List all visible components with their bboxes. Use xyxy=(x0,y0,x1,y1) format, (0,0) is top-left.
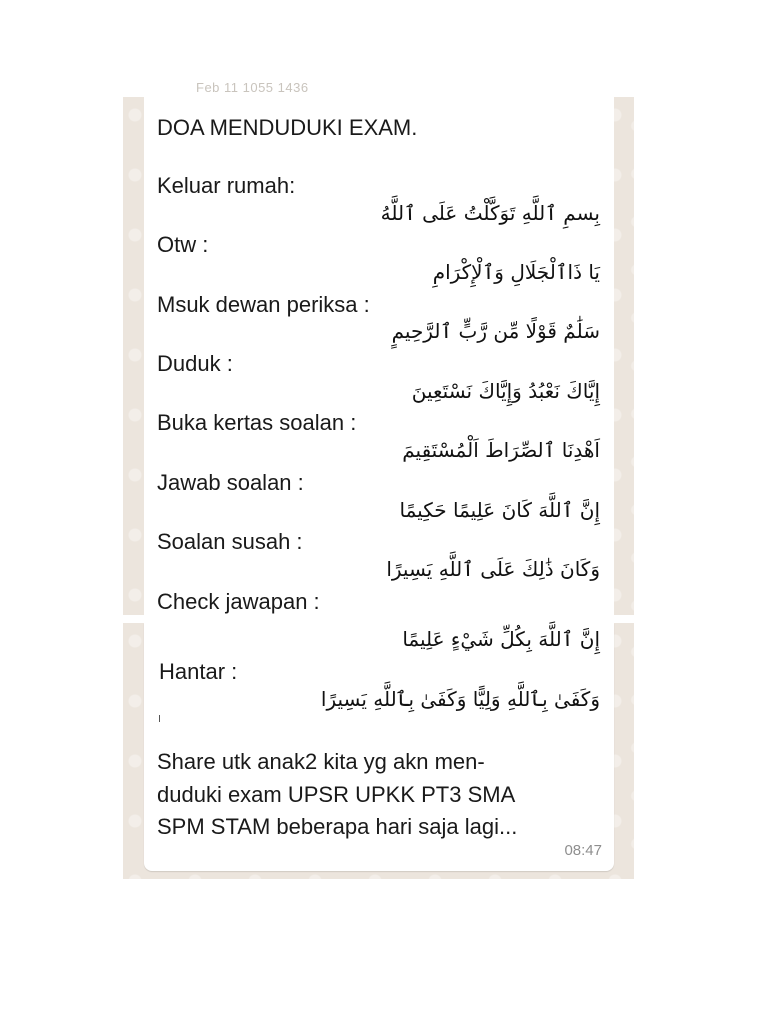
section-arabic-keluar-rumah: بِسمِ ٱللَّهِ تَوَكَّلْتُ عَلَى ٱللَّهُ xyxy=(380,201,600,225)
section-label-otw: Otw : xyxy=(157,232,209,257)
message-timestamp: 08:47 xyxy=(564,842,602,859)
message-title: DOA MENDUDUKI EXAM. xyxy=(157,115,418,140)
section-arabic-msuk-dewan: سَلَٰمٌ قَوْلًا مِّن رَّبٍّ ٱلرَّحِيمٍ xyxy=(391,319,600,343)
section-arabic-soalan-susah: وَكَانَ ذَٰلِكَ عَلَى ٱللَّهِ يَسِيرًا xyxy=(386,557,600,581)
text-cursor-mark xyxy=(159,715,160,722)
section-label-duduk: Duduk : xyxy=(157,351,233,376)
footer-line-2: duduki exam UPSR UPKK PT3 SMA xyxy=(157,782,516,807)
section-arabic-duduk: إِيَّاكَ نَعْبُدُ وَإِيَّاكَ نَسْتَعِينَ xyxy=(411,379,600,403)
section-arabic-buka-kertas: اَهْدِنَا ٱلصِّرَاطَ اَلْمُسْتَقِيمَ xyxy=(402,438,600,462)
faded-header-text: Feb 11 1055 1436 xyxy=(196,80,309,95)
footer-line-1: Share utk anak2 kita yg akn men- xyxy=(157,749,485,774)
footer-line-3: SPM STAM beberapa hari saja lagi... xyxy=(157,814,518,839)
section-label-keluar-rumah: Keluar rumah: xyxy=(157,173,296,198)
section-arabic-hantar: وَكَفَىٰ بِٱللَّهِ وَلِيًّا وَكَفَىٰ بِٱللَّهِ يَسِيرًا xyxy=(320,687,600,711)
chat-wallpaper-top xyxy=(123,80,634,615)
section-label-msuk-dewan: Msuk dewan periksa : xyxy=(157,292,370,317)
section-arabic-otw: يَا ذَاٱلْجَلَالِ وَٱلْإِكْرَامِ xyxy=(432,260,600,284)
section-label-check-jawapan: Check jawapan : xyxy=(157,589,320,614)
section-label-hantar: Hantar : xyxy=(159,659,238,684)
section-arabic-jawab-soalan: إِنَّ ٱللَّهَ كَانَ عَلِيمًا حَكِيمًا xyxy=(399,498,600,522)
chat-wallpaper-bottom xyxy=(123,623,634,879)
section-label-buka-kertas: Buka kertas soalan : xyxy=(157,410,357,435)
message-bubble-bottom[interactable] xyxy=(144,623,614,871)
section-arabic-check-jawapan: إِنَّ ٱللَّهَ بِكُلِّ شَيْءٍ عَلِيمًا xyxy=(402,627,600,651)
section-label-jawab-soalan: Jawab soalan : xyxy=(157,470,304,495)
section-label-soalan-susah: Soalan susah : xyxy=(157,529,303,554)
message-bubble-top[interactable] xyxy=(144,80,614,627)
